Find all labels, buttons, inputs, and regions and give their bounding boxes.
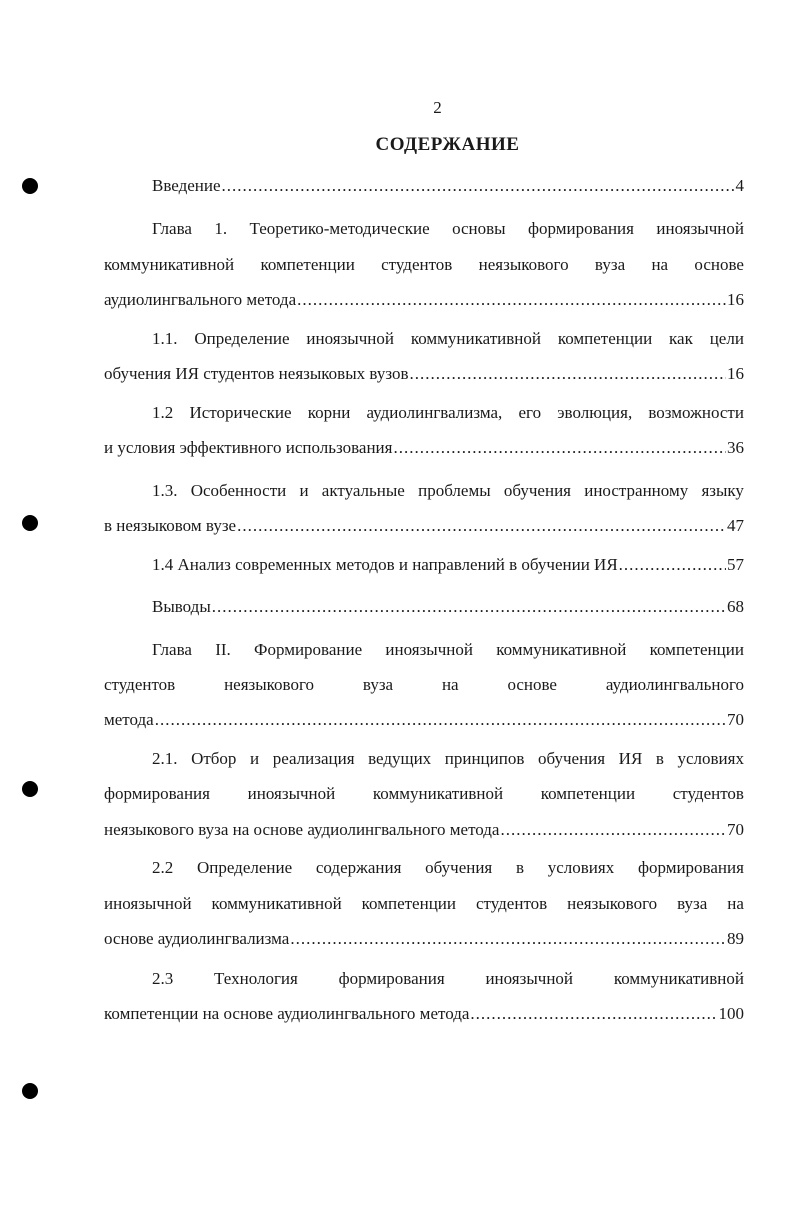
toc-entry-title: основе аудиолингвализма	[104, 929, 290, 948]
dot-leader	[619, 555, 726, 575]
toc-word: неязыкового	[567, 894, 658, 913]
dot-leader	[290, 929, 726, 949]
toc-page-number: 16	[727, 364, 744, 383]
toc-word: студентов	[672, 784, 744, 803]
toc-entry-title: Выводы	[152, 597, 211, 616]
toc-word: Глава	[152, 219, 192, 238]
toc-entry-leader-line	[104, 364, 744, 384]
toc-word: обучения	[425, 858, 493, 877]
toc-word: формирования	[527, 219, 634, 238]
toc-entry-leader-line	[152, 555, 744, 575]
toc-word: Технология	[214, 969, 298, 988]
toc-entry-line	[104, 675, 744, 695]
toc-word: актуальные	[321, 481, 405, 500]
dot-leader	[297, 290, 726, 310]
toc-word: основы	[452, 219, 506, 238]
toc-entry-leader-line	[104, 290, 744, 310]
toc-page-number: 100	[718, 1004, 744, 1023]
toc-word: 1.1.	[152, 329, 178, 348]
toc-word: Глава	[152, 640, 192, 659]
punch-hole	[22, 781, 38, 797]
toc-entry-title: неязыкового вуза на основе аудиолингвального метода	[104, 820, 500, 839]
dot-leader	[237, 516, 726, 536]
toc-word: принципов	[444, 749, 525, 768]
toc-word: 1.3.	[152, 481, 178, 500]
toc-entry-title: аудиолингвального метода	[104, 290, 297, 309]
toc-word: в	[655, 749, 664, 768]
toc-word: коммуникативной	[104, 255, 235, 274]
toc-word: аудиолингвализма,	[366, 403, 503, 422]
toc-entry-leader-line	[152, 597, 744, 617]
dot-leader	[393, 438, 726, 458]
toc-entry-leader-line	[104, 710, 744, 730]
toc-entry-line	[152, 969, 744, 989]
toc-entry-title: в неязыковом вузе	[104, 516, 237, 535]
toc-word: формирования	[637, 858, 744, 877]
toc-word: Особенности	[190, 481, 287, 500]
toc-page-number: 47	[727, 516, 744, 535]
toc-word: в	[515, 858, 525, 877]
toc-page-number: 16	[727, 290, 744, 309]
toc-entry-line	[152, 219, 744, 239]
toc-word: Отбор	[191, 749, 237, 768]
toc-word: студентов	[475, 894, 548, 913]
toc-word: компетенции	[260, 255, 355, 274]
toc-entry-title: 1.4 Анализ современных методов и направлений в обучении ИЯ	[152, 555, 618, 574]
toc-word: вуза	[362, 675, 394, 694]
toc-word: ведущих	[368, 749, 432, 768]
toc-word: эволюция,	[557, 403, 633, 422]
toc-entry-line	[152, 749, 744, 769]
toc-word: иноязычной	[385, 640, 473, 659]
toc-word: Определение	[196, 858, 293, 877]
toc-word: основе	[507, 675, 557, 694]
toc-word: 2.3	[152, 969, 174, 988]
toc-word: студентов	[381, 255, 453, 274]
punch-hole	[22, 1083, 38, 1099]
toc-page-number: 68	[727, 597, 744, 616]
toc-entry-leader-line	[104, 438, 744, 458]
toc-word: на	[727, 894, 744, 913]
toc-entry-line	[152, 481, 744, 501]
toc-word: компетенции	[649, 640, 744, 659]
toc-entry-line	[152, 403, 744, 423]
toc-word: вуза	[594, 255, 626, 274]
punch-hole	[22, 178, 38, 194]
toc-word: цели	[709, 329, 744, 348]
toc-word: содержания	[315, 858, 402, 877]
toc-page-number: 57	[727, 555, 744, 574]
toc-word: обучения	[537, 749, 606, 768]
toc-page-number: 4	[735, 176, 744, 195]
toc-word: иноязычной	[247, 784, 336, 803]
dot-leader	[470, 1004, 717, 1024]
page-title: СОДЕРЖАНИЕ	[375, 134, 520, 155]
toc-word: Определение	[194, 329, 290, 348]
toc-word: 2.2	[152, 858, 174, 877]
toc-word: формирования	[338, 969, 445, 988]
toc-word: условиях	[677, 749, 744, 768]
toc-page-number: 36	[727, 438, 744, 457]
toc-word: его	[518, 403, 542, 422]
toc-word: основе	[694, 255, 744, 274]
dot-leader	[500, 820, 726, 840]
toc-entry-line	[104, 784, 744, 804]
toc-word: корни	[307, 403, 351, 422]
toc-word: и	[250, 749, 260, 768]
toc-entry-title: и условия эффективного использования	[104, 438, 393, 457]
toc-word: коммуникативной	[496, 640, 627, 659]
toc-word: проблемы	[418, 481, 491, 500]
toc-entry-line	[152, 640, 744, 660]
toc-word: Формирование	[254, 640, 363, 659]
dot-leader	[222, 176, 735, 196]
toc-word: иноязычной	[485, 969, 574, 988]
toc-word: на	[441, 675, 459, 694]
dot-leader	[155, 710, 726, 730]
toc-word: возможности	[648, 403, 744, 422]
toc-page-number: 89	[727, 929, 744, 948]
toc-word: 1.	[214, 219, 228, 238]
toc-word: иноязычной	[306, 329, 394, 348]
toc-word: аудиолингвального	[605, 675, 744, 694]
toc-entry-leader-line	[104, 929, 744, 949]
toc-word: иноязычной	[656, 219, 744, 238]
toc-word: компетенции	[361, 894, 456, 913]
toc-word: условиях	[547, 858, 615, 877]
toc-word: реализация	[272, 749, 355, 768]
toc-entry-line	[152, 858, 744, 878]
toc-word: студентов	[104, 675, 176, 694]
toc-word: вуза	[677, 894, 708, 913]
toc-word: Теоретико-методические	[249, 219, 430, 238]
dot-leader	[212, 597, 726, 617]
toc-entry-title: Введение	[152, 176, 221, 195]
page-number: 2	[433, 98, 442, 117]
toc-word: неязыкового	[224, 675, 315, 694]
toc-page-number: 70	[727, 820, 744, 839]
toc-word: и	[299, 481, 309, 500]
toc-word: обучения	[503, 481, 571, 500]
toc-word: ИЯ	[618, 749, 643, 768]
toc-word: неязыкового	[478, 255, 569, 274]
toc-word: иностранному	[584, 481, 689, 500]
toc-entry-leader-line	[104, 1004, 744, 1024]
toc-word: коммуникативной	[410, 329, 541, 348]
dot-leader	[409, 364, 726, 384]
toc-word: коммуникативной	[613, 969, 744, 988]
toc-word: коммуникативной	[372, 784, 504, 803]
toc-word: компетенции	[557, 329, 653, 348]
toc-word: 2.1.	[152, 749, 178, 768]
toc-word: как	[669, 329, 693, 348]
toc-entry-title: обучения ИЯ студентов неязыковых вузов	[104, 364, 409, 383]
toc-word: II.	[215, 640, 231, 659]
toc-entry-title: метода	[104, 710, 154, 729]
toc-word: формирования	[104, 784, 210, 803]
toc-entry-line	[104, 894, 744, 914]
toc-page-number: 70	[727, 710, 744, 729]
toc-word: на	[651, 255, 669, 274]
toc-entry-line	[104, 255, 744, 275]
toc-word: иноязычной	[104, 894, 192, 913]
toc-word: 1.2	[152, 403, 174, 422]
punch-hole	[22, 515, 38, 531]
toc-entry-leader-line	[152, 176, 744, 196]
toc-word: Исторические	[189, 403, 292, 422]
toc-entry-leader-line	[104, 820, 744, 840]
toc-entry-title: компетенции на основе аудиолингвального метода	[104, 1004, 470, 1023]
toc-word: коммуникативной	[211, 894, 342, 913]
toc-entry-leader-line	[104, 516, 744, 536]
toc-word: языку	[701, 481, 744, 500]
toc-word: компетенции	[540, 784, 636, 803]
toc-entry-line	[152, 329, 744, 349]
